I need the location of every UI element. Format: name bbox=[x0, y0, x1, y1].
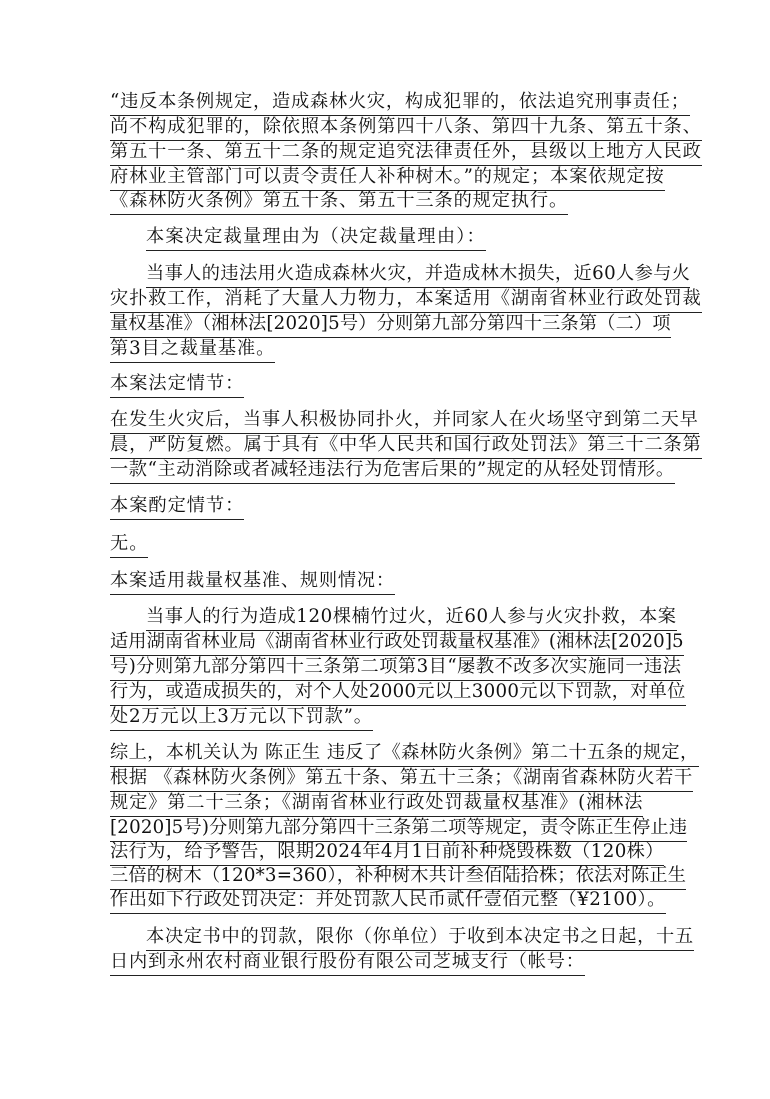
text-line: 在发生火灾后，当事人积极协同扑火，并同家人在火场坚守到第二天早 bbox=[110, 408, 699, 434]
text-line: 当事人的违法用火造成森林火灾，并造成林木损失，近60人参与火 bbox=[146, 262, 690, 288]
text-line: 本决定书中的罚款，限你（你单位）于收到本决定书之日起，十五 bbox=[146, 925, 694, 951]
text-line: 第3目之裁量基准。 bbox=[110, 337, 275, 363]
text-line: 处2万元以上3万元以下罚款”。 bbox=[110, 705, 373, 731]
text-line: “违反本条例规定，造成森林火灾，构成犯罪的，依法追究刑事责任； bbox=[110, 90, 690, 116]
text-line: 第五十一条、第五十二条的规定追究法律责任外，县级以上地方人民政 bbox=[110, 140, 702, 166]
text-line: [2020]5号)分则第九部分第四十三条第二项等规定，责令陈正生停止违 bbox=[110, 816, 687, 842]
text-line: 综上，本机关认为 陈正生 违反了《森林防火条例》第二十五条的规定， bbox=[110, 741, 699, 767]
text-line: 当事人的行为造成120棵楠竹过火，近60人参与火灾扑救，本案 bbox=[146, 605, 677, 631]
text-line: 根据 《森林防火条例》第五十条、第五十三条；《湖南省森林防火若干 bbox=[110, 766, 693, 792]
text-line: 法行为，给予警告，限期2024年4月1日前补种烧毁株数（120株） bbox=[110, 840, 664, 866]
text-line: 量权基准》（湘林法[2020]5号）分则第九部分第四十三条第（二）项 bbox=[110, 312, 671, 338]
text-line: 《森林防火条例》第五十条、第五十三条的规定执行。 bbox=[110, 189, 568, 215]
section-heading: 本案决定裁量理由为（决定裁量理由）： bbox=[146, 225, 486, 251]
text-line: 无。 bbox=[110, 532, 148, 558]
text-line: 尚不构成犯罪的，除依照本条例第四十八条、第四十九条、第五十条、 bbox=[110, 115, 702, 141]
text-line: 灾扑救工作，消耗了大量人力物力，本案适用《湖南省林业行政处罚裁 bbox=[110, 287, 702, 313]
text-line: 规定》第二十三条；《湖南省林业行政处罚裁量权基准》(湘林法 bbox=[110, 791, 643, 817]
section-heading: 本案适用裁量权基准、规则情况： bbox=[110, 569, 395, 595]
text-line: 号)分则第九部分第四十三条第二项第3目“屡教不改多次实施同一违法 bbox=[110, 655, 681, 681]
text-line: 一款“主动消除或者减轻违法行为危害后果的”规定的从轻处罚情形。 bbox=[110, 458, 675, 484]
text-line: 三倍的树木（120*3=360），补种树木共计叁佰陆拾株；依法对陈正生 bbox=[110, 864, 686, 890]
text-line: 行为，或造成损失的，对个人处2000元以上3000元以下罚款，对单位 bbox=[110, 680, 686, 706]
text-line: 晨，严防复燃。属于具有《中华人民共和国行政处罚法》第三十二条第 bbox=[110, 433, 702, 459]
text-line: 作出如下行政处罚决定：并处罚款人民币贰仟壹佰元整（¥2100）。 bbox=[110, 888, 666, 914]
text-line: 适用湖南省林业局《湖南省林业行政处罚裁量权基准》(湘林法[2020]5 bbox=[110, 630, 684, 656]
text-line: 日内到永州农村商业银行股份有限公司芝城支行（帐号： bbox=[110, 950, 585, 976]
section-heading: 本案法定情节： bbox=[110, 372, 244, 398]
section-heading: 本案酌定情节： bbox=[110, 494, 244, 520]
text-line: 府林业主管部门可以责令责任人补种树木。”的规定；本案依规定按 bbox=[110, 165, 665, 191]
